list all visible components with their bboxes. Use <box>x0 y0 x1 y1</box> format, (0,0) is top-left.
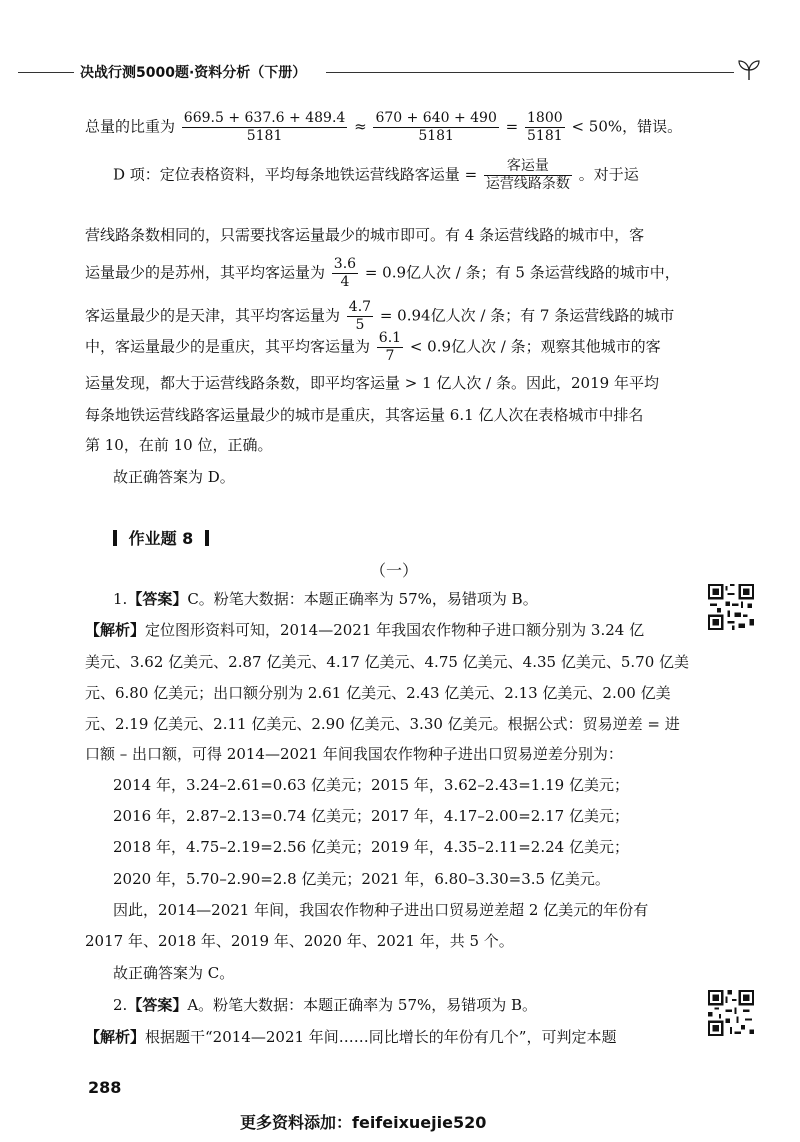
answer-line <box>113 588 538 610</box>
fraction-numerator: 1800 <box>527 110 563 126</box>
book-title: 决战行测5000题·资料分析（下册） <box>80 65 307 81</box>
fraction <box>377 330 403 365</box>
header-rule-right <box>326 72 734 73</box>
fraction-numerator: 4.7 <box>348 299 372 315</box>
explanation-tag: 【解析】 <box>85 1028 146 1046</box>
text-line: 每条地铁运营线路客运量最少的城市是重庆，其客运量 6.1 亿人次在表格城市中排名 <box>85 406 644 424</box>
text-span: ≈ <box>354 117 367 136</box>
text-line: 元、2.19 亿美元、2.11 亿美元、2.90 亿美元、3.30 亿美元。根据公式：贸易逆差 = 进 <box>85 715 680 733</box>
answer-text: C。粉笔大数据：本题正确率为 57%，易错项为 B。 <box>187 590 538 608</box>
fraction-numerator: 6.1 <box>378 330 402 346</box>
text-line: 营线路条数相同的，只需要找客运量最少的城市即可。有 4 条运营线路的城市中，客 <box>85 226 645 244</box>
fraction-numerator: 3.6 <box>333 256 357 272</box>
page-number: 288 <box>88 1078 122 1097</box>
fraction-denominator: 4 <box>340 274 350 290</box>
calc-line: 2020 年，5.70–2.90=2.8 亿美元；2021 年，6.80–3.30=3.5 亿美元。 <box>113 870 610 888</box>
explanation-text: 根据题干“2014—2021 年间……同比增长的年份有几个”，可判定本题 <box>145 1028 617 1046</box>
sub-heading: （一） <box>370 561 419 580</box>
text-line <box>85 299 674 334</box>
text-span: < 50%，错误。 <box>571 117 683 136</box>
text-span: 。对于运 <box>578 165 639 184</box>
sprout-icon <box>736 58 762 82</box>
section-heading-text: 作业题 8 <box>128 529 194 548</box>
header-rule-left <box>18 72 74 73</box>
explanation-line <box>85 1026 616 1048</box>
explanation-line <box>85 619 644 641</box>
text-line: 2017 年、2018 年、2019 年、2020 年、2021 年，共 5 个。 <box>85 932 514 950</box>
footer-note: 更多资料添加：feifeixuejie520 <box>240 1113 487 1132</box>
text-span: 客运量最少的是天津，其平均客运量为 <box>85 306 341 325</box>
fraction-denominator: 5181 <box>418 128 454 144</box>
text-line: 第 10，在前 10 位，正确。 <box>85 436 273 454</box>
text-span: = 0.9亿人次 / 条；有 5 条运营线路的城市中， <box>364 263 680 282</box>
text-line: 因此，2014—2021 年间，我国农作物种子进出口贸易逆差超 2 亿美元的年份有 <box>113 901 649 919</box>
fraction <box>182 110 348 145</box>
text-line <box>113 158 639 193</box>
fraction-denominator: 5 <box>355 317 365 333</box>
fraction <box>332 256 358 291</box>
text-line <box>85 330 661 365</box>
text-line: 口额 – 出口额，可得 2014—2021 年间我国农作物种子进出口贸易逆差分别为： <box>85 745 623 763</box>
calc-line: 2016 年，2.87–2.13=0.74 亿美元；2017 年，4.17–2.00=2.17 亿美元； <box>113 807 629 825</box>
text-line <box>85 110 682 145</box>
calc-line: 2018 年，4.75–2.19=2.56 亿美元；2019 年，4.35–2.11=2.24 亿美元； <box>113 838 629 856</box>
text-line: 故正确答案为 D。 <box>113 468 235 486</box>
fraction-denominator: 5181 <box>527 128 563 144</box>
fraction-numerator: 670 + 640 + 490 <box>375 110 497 126</box>
fraction-numerator: 客运量 <box>484 158 572 176</box>
fraction <box>525 110 565 145</box>
running-header <box>0 58 800 88</box>
text-line: 故正确答案为 C。 <box>113 964 235 982</box>
text-span: 中，客运量最少的是重庆，其平均客运量为 <box>85 337 371 356</box>
qr-code-icon <box>708 584 754 630</box>
heading-bar-left <box>113 530 117 546</box>
text-line: 美元、3.62 亿美元、2.87 亿美元、4.17 亿美元、4.75 亿美元、4.35 亿美元、5.70 亿美 <box>85 653 690 671</box>
fraction <box>484 158 572 193</box>
qr-code-icon <box>708 990 754 1036</box>
fraction <box>373 110 498 145</box>
text-line: 运量发现，都大于运营线路条数，即平均客运量 > 1 亿人次 / 条。因此，2019 年平均 <box>85 374 659 392</box>
fraction-denominator: 7 <box>385 348 395 364</box>
answer-tag: 【答案】 <box>127 996 188 1014</box>
text-span: 总量的比重为 <box>85 117 176 136</box>
answer-line <box>113 994 537 1016</box>
fraction-numerator: 669.5 + 637.6 + 489.4 <box>183 110 346 126</box>
answer-text: A。粉笔大数据：本题正确率为 57%，易错项为 B。 <box>187 996 538 1014</box>
explanation-text: 定位图形资料可知，2014—2021 年我国农作物种子进口额分别为 3.24 亿 <box>145 621 645 639</box>
explanation-tag: 【解析】 <box>85 621 146 639</box>
question-number: 2. <box>113 996 128 1014</box>
heading-bar-right <box>205 530 209 546</box>
calc-line: 2014 年，3.24–2.61=0.63 亿美元；2015 年，3.62–2.43=1.19 亿美元； <box>113 776 629 794</box>
section-heading <box>113 526 209 549</box>
text-line: 元、6.80 亿美元；出口额分别为 2.61 亿美元、2.43 亿美元、2.13 亿美元、2.00 亿美 <box>85 684 671 702</box>
text-span: = <box>505 117 519 136</box>
answer-tag: 【答案】 <box>127 590 188 608</box>
question-number: 1. <box>113 590 128 608</box>
fraction-denominator: 运营线路条数 <box>485 176 570 192</box>
fraction <box>347 299 373 334</box>
text-line <box>85 256 680 291</box>
text-span: D 项：定位表格资料，平均每条地铁运营线路客运量 = <box>113 165 478 184</box>
text-span: < 0.9亿人次 / 条；观察其他城市的客 <box>409 337 661 356</box>
fraction-denominator: 5181 <box>246 128 283 144</box>
text-span: = 0.94亿人次 / 条；有 7 条运营线路的城市 <box>379 306 675 325</box>
text-span: 运量最少的是苏州，其平均客运量为 <box>85 263 326 282</box>
